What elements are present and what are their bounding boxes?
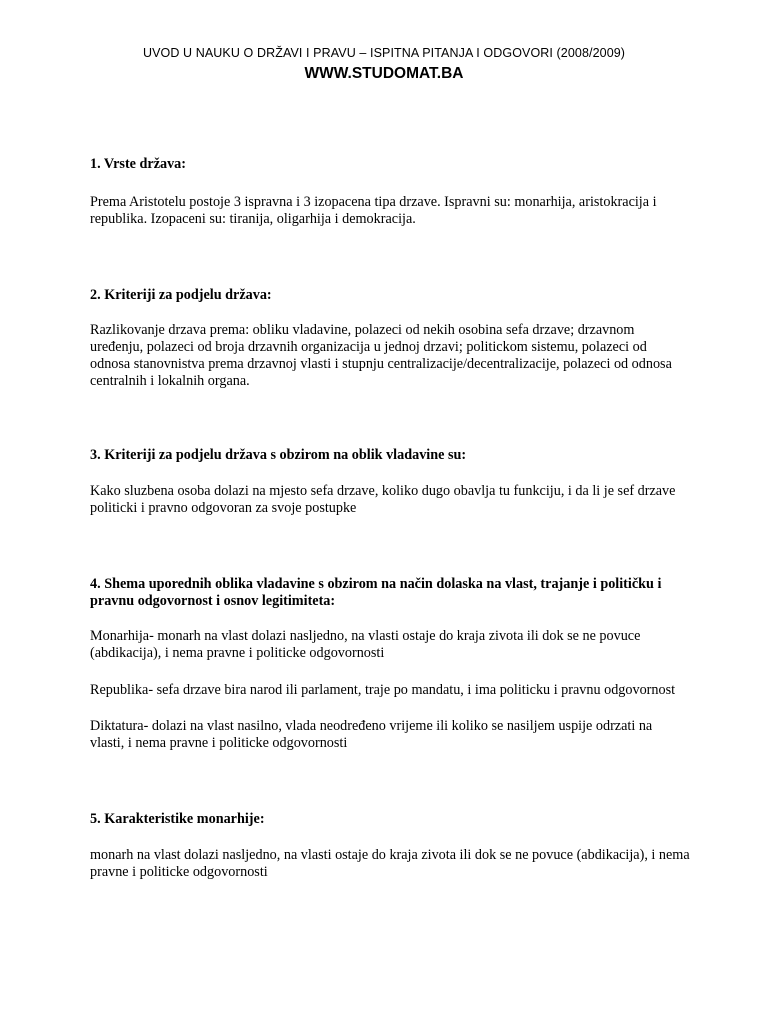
website-link[interactable]: WWW.STUDOMAT.BA (304, 65, 464, 82)
section-4-paragraph-monarhija: Monarhija- monarh na vlast dolazi nasljedno, na vlasti ostaje do kraja zivota ili dok se ne povuce (abdikacija), i nema pravne i politicke odgovornosti (90, 628, 641, 661)
section-3-paragraph: Kako sluzbena osoba dolazi na mjesto sefa drzave, koliko dugo obavlja tu funkciju, i da li je sef drzave politicki i pravno odgovoran za svoje postupke (90, 483, 676, 516)
section-3-heading: 3. Kriteriji za podjelu država s obzirom na oblik vladavine su: (90, 447, 467, 463)
section-4-heading: 4. Shema uporednih oblika vladavine s obzirom na način dolaska na vlast, trajanje i političku i pravnu odgovornost i osnov legitimiteta: (90, 576, 662, 609)
section-5-heading: 5. Karakteristike monarhije: (90, 811, 265, 827)
section-4-paragraph-diktatura: Diktatura- dolazi na vlast nasilno, vlada neodređeno vrijeme ili koliko se nasiljem uspije odrzati na vlasti, i nema pravne i politicke odgovornosti (90, 718, 653, 751)
section-2-heading: 2. Kriteriji za podjelu država: (90, 287, 272, 303)
section-1-paragraph: Prema Aristotelu postoje 3 ispravna i 3 izopacena tipa drzave. Ispravni su: monarhija, aristokracija i republika. Izopaceni su: tiranija, oligarhija i demokracija. (90, 194, 657, 227)
section-4-paragraph-republika: Republika- sefa drzave bira narod ili parlament, traje po mandatu, i ima politicku i pravnu odgovornost (90, 682, 676, 698)
section-5-paragraph: monarh na vlast dolazi nasljedno, na vlasti ostaje do kraja zivota ili dok se ne povuce (abdikacija), i nema pravne i politicke odgovornosti (90, 847, 690, 880)
section-2-paragraph: Razlikovanje drzava prema: obliku vladavine, polazeci od nekih osobina sefa drzave; drzavnom uređenju, polazeci od broja drzavnih organizacija u jednoj drzavi; politickom sistemu, polazeci od odnosa stanovnistva prema drzavnoj vlasti i stupnju centralizacije/decentralizacije, polazeci od odnosa centralnih i lokalnih organa. (90, 322, 672, 389)
section-1-heading: 1. Vrste država: (90, 156, 186, 172)
document-title: UVOD U NAUKU O DRŽAVI I PRAVU – ISPITNA PITANJA I ODGOVORI (2008/2009) (142, 46, 626, 60)
